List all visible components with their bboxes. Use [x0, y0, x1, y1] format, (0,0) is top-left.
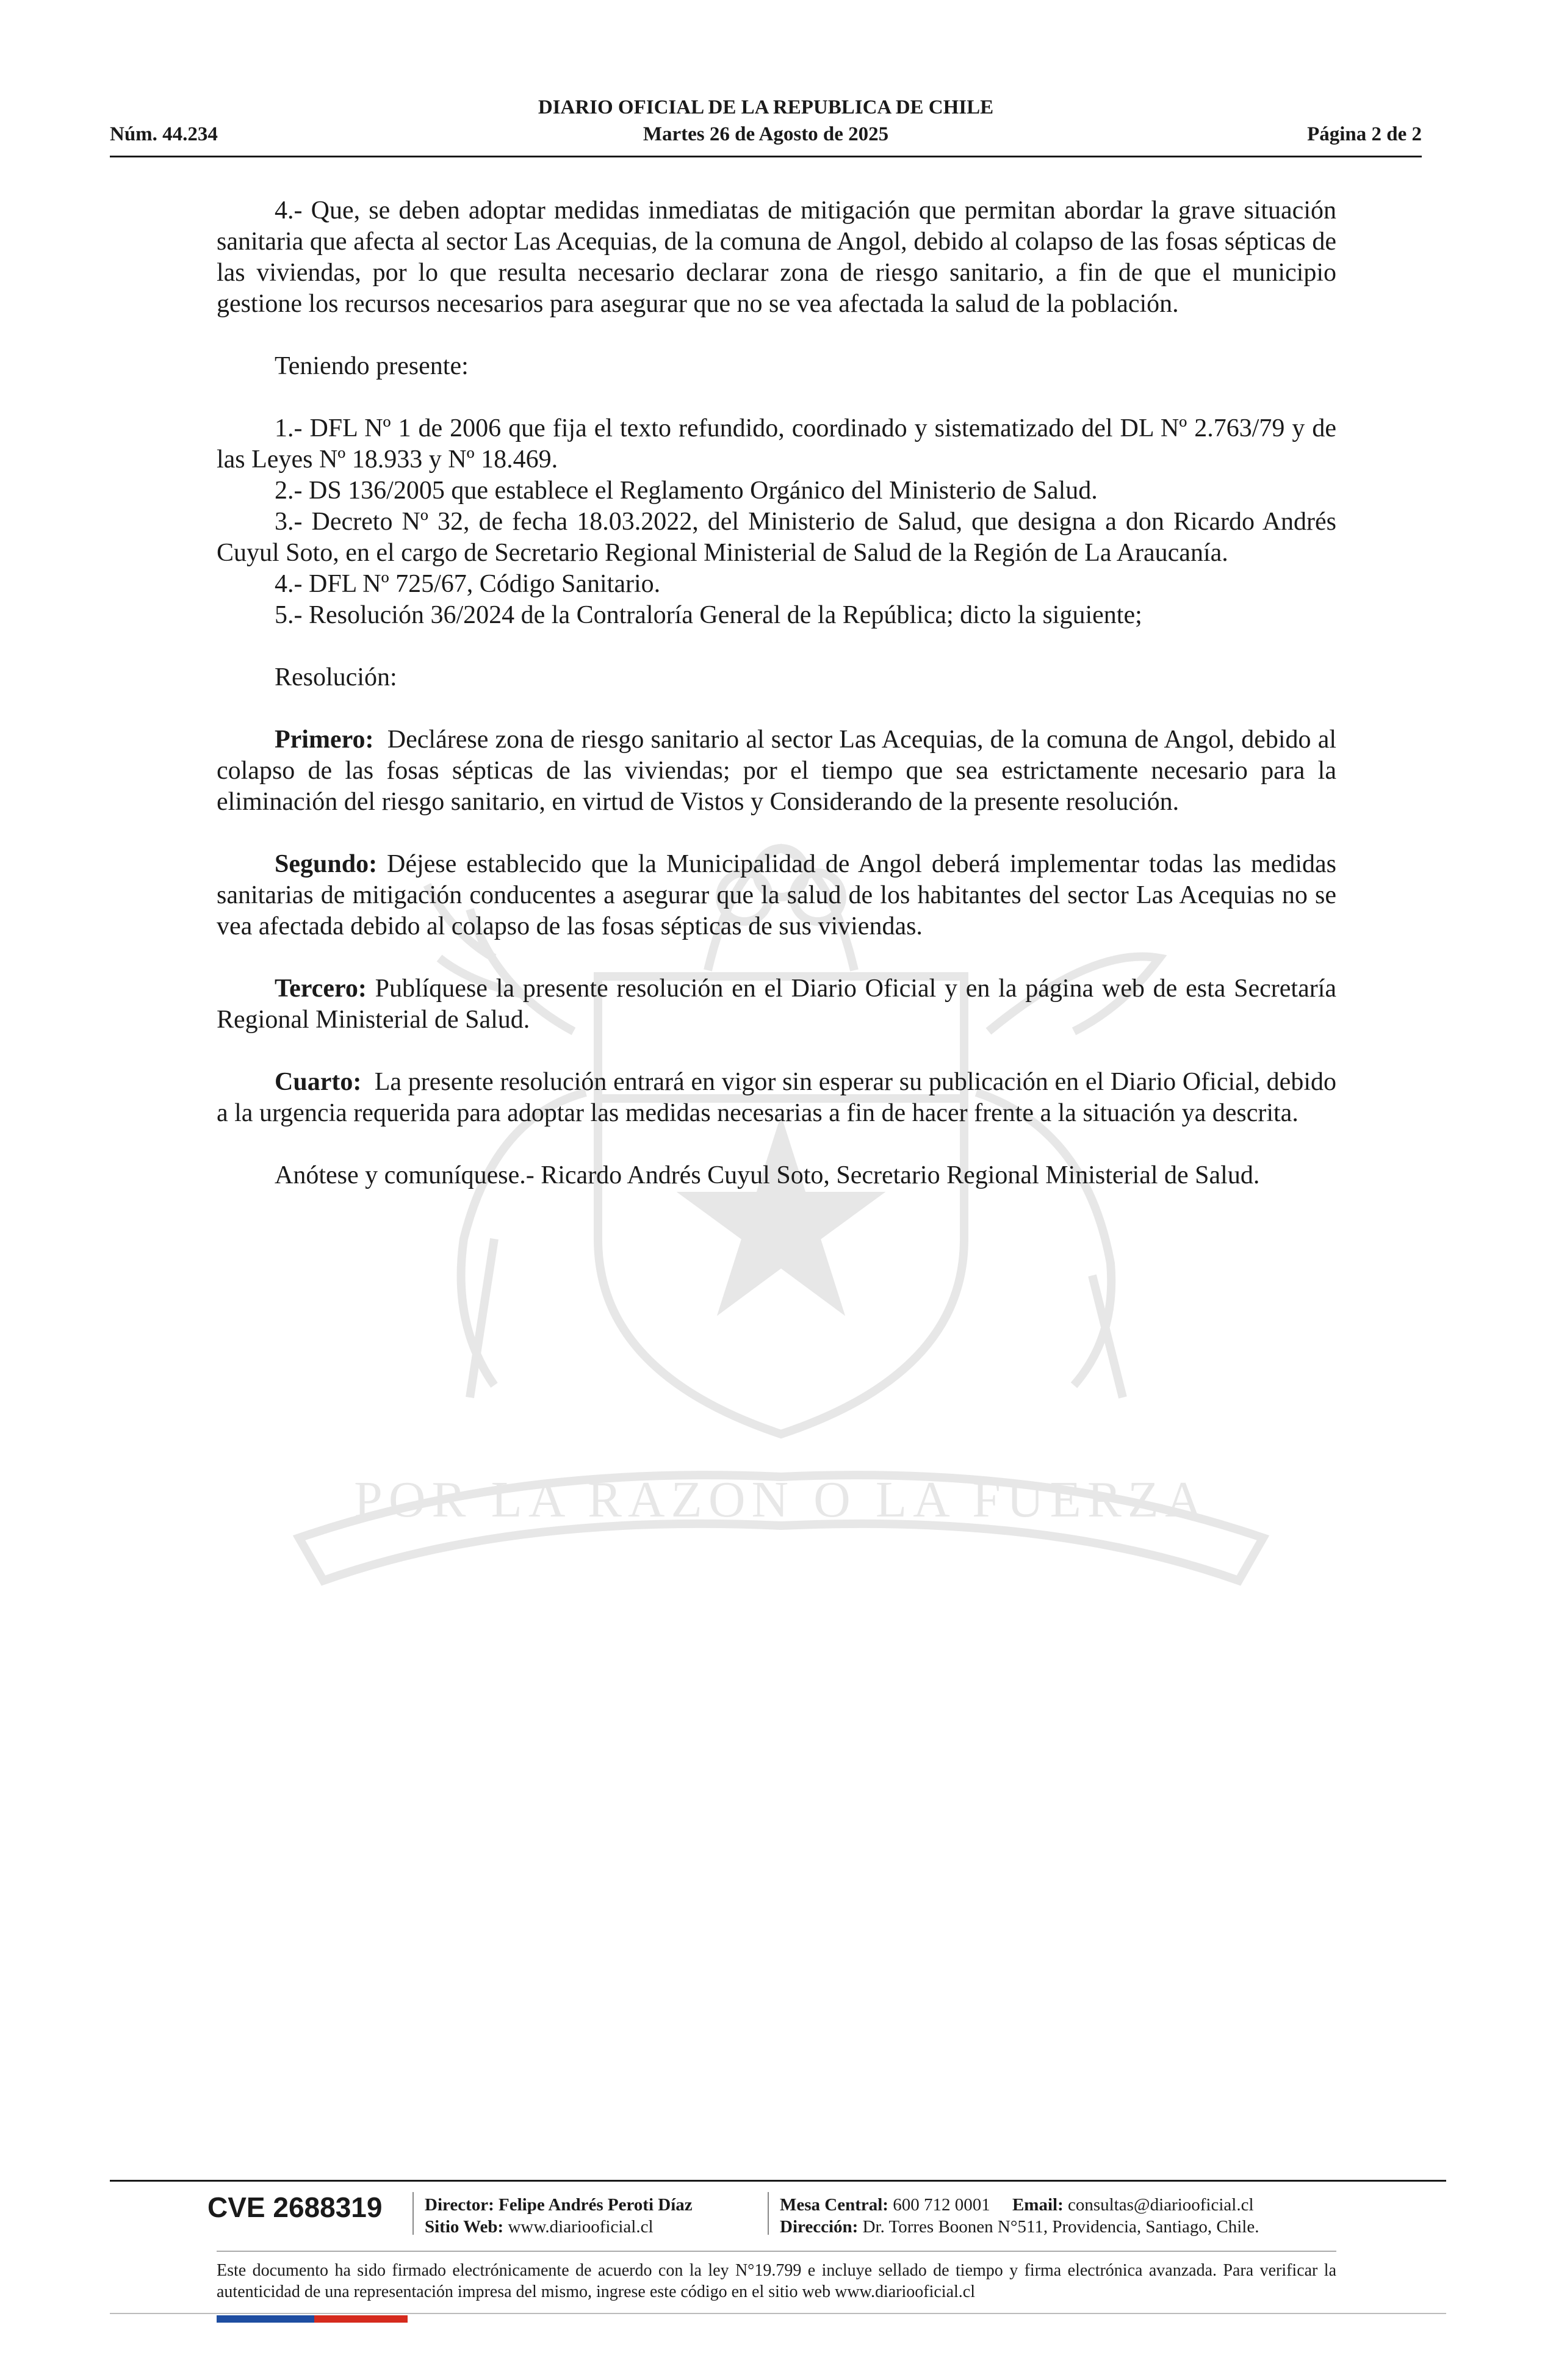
issue-number: Núm. 44.234: [110, 123, 218, 145]
resolution-body: [217, 195, 1336, 1191]
footer-separator: [768, 2192, 769, 2235]
vistos-item-1: 1.- DFL Nº 1 de 2006 que fija el texto refundido, coordinado y sistematizado del DL Nº 2.763/79 y de las Leyes Nº 18.933 y Nº 18.469.: [217, 414, 1336, 474]
footer-separator: [412, 2192, 414, 2235]
article-primero: [217, 724, 1336, 818]
article-tercero-label: Tercero:: [275, 975, 367, 1003]
direccion-label: Dirección:: [780, 2217, 859, 2237]
footer-bottom-rule: [110, 2313, 1446, 2314]
footer-contact-block: [780, 2194, 1259, 2238]
footer-top-rule: [110, 2180, 1446, 2182]
page-number: Página 2 de 2: [1307, 123, 1422, 145]
mesa-phone: 600 712 0001: [893, 2195, 990, 2215]
article-cuarto: [217, 1067, 1336, 1129]
footer-director-block: [425, 2194, 693, 2238]
article-primero-label: Primero:: [275, 726, 374, 754]
vistos-item-5: 5.- Resolución 36/2024 de la Contraloría General de la República; dicto la siguiente;: [275, 601, 1142, 629]
publication-date: Martes 26 de Agosto de 2025: [643, 123, 889, 145]
considerando-4: 4.- Que, se deben adoptar medidas inmediatas de mitigación que permitan abordar la grave situación sanitaria que afecta al sector Las Acequias, de la comuna de Angol, debido al colapso de las fosas sépticas de las viviendas, por lo que resulta necesario declarar zona de riesgo sanitario, a fin de que el municipio gestione los recursos necesarios para asegurar que no se vea afectada la salud de la población.: [217, 197, 1336, 318]
article-primero-text: Declárese zona de riesgo sanitario al sector Las Acequias, de la comuna de Angol, debido al colapso de las fosas sépticas de las viviendas; por el tiempo que sea estrictamente necesario para la eliminación del riesgo sanitario, en virtud de Vistos y Considerando de la presente resolución.: [217, 726, 1337, 816]
director-label: Director:: [425, 2195, 494, 2215]
closing-signature: Anótese y comuníquese.- Ricardo Andrés Cuyul Soto, Secretario Regional Ministerial de Salud.: [275, 1161, 1260, 1189]
article-cuarto-text: La presente resolución entrará en vigor sin esperar su publicación en el Diario Oficial, debido a la urgencia requerida para adoptar las medidas necesarias a fin de hacer frente a la situación ya descrita.: [217, 1068, 1336, 1127]
publication-title: DIARIO OFICIAL DE LA REPUBLICA DE CHILE: [538, 96, 994, 118]
email-label: Email:: [1012, 2195, 1064, 2215]
vistos-item-4: 4.- DFL Nº 725/67, Código Sanitario.: [275, 570, 661, 598]
page-header: [110, 96, 1422, 157]
flag-stripe-red: [314, 2315, 408, 2323]
motto-text: POR LA RAZON O LA FUERZA: [354, 1471, 1208, 1528]
flag-stripe-blue: [217, 2315, 314, 2323]
cve-code: CVE 2688319: [207, 2191, 383, 2223]
mesa-label: Mesa Central:: [780, 2195, 888, 2215]
director-name: Felipe Andrés Peroti Díaz: [499, 2195, 693, 2215]
article-segundo-text: Déjese establecido que la Municipalidad de Angol deberá implementar todas las medidas sanitarias de mitigación conducentes a asegurar que la salud de los habitantes del sector Las Acequias no se vea afectada debido al colapso de las fosas sépticas de sus viviendas.: [217, 850, 1337, 940]
web-label: Sitio Web:: [425, 2217, 504, 2237]
vistos-item-2: 2.- DS 136/2005 que establece el Reglamento Orgánico del Ministerio de Salud.: [275, 477, 1098, 505]
footer-legal-note: Este documento ha sido firmado electrónicamente de acuerdo con la ley N°19.799 e incluye sellado de tiempo y firma electrónica avanzada. Para verificar la autenticidad de una representación impresa del mismo, ingrese este código en el sitio web www.diariooficial.cl: [217, 2261, 1336, 2301]
resolucion-heading: Resolución:: [275, 663, 397, 691]
footer-mid-rule: [217, 2251, 1336, 2252]
email-link[interactable]: consultas@diariooficial.cl: [1068, 2195, 1254, 2215]
vistos-item-3: 3.- Decreto Nº 32, de fecha 18.03.2022, del Ministerio de Salud, que designa a don Ricardo Andrés Cuyul Soto, en el cargo de Secretario Regional Ministerial de Salud de la Región de La Araucanía.: [217, 508, 1336, 567]
article-segundo: [217, 849, 1336, 942]
article-tercero-text: Publíquese la presente resolución en el Diario Oficial y en la página web de esta Secretaría Regional Ministerial de Salud.: [217, 975, 1337, 1034]
web-link[interactable]: www.diariooficial.cl: [508, 2217, 654, 2237]
article-cuarto-label: Cuarto:: [275, 1068, 362, 1096]
teniendo-presente-heading: Teniendo presente:: [275, 352, 469, 380]
article-tercero: [217, 973, 1336, 1036]
header-divider: [110, 156, 1422, 157]
article-segundo-label: Segundo:: [275, 850, 378, 878]
direccion-text: Dr. Torres Boonen N°511, Providencia, Santiago, Chile.: [862, 2217, 1259, 2237]
